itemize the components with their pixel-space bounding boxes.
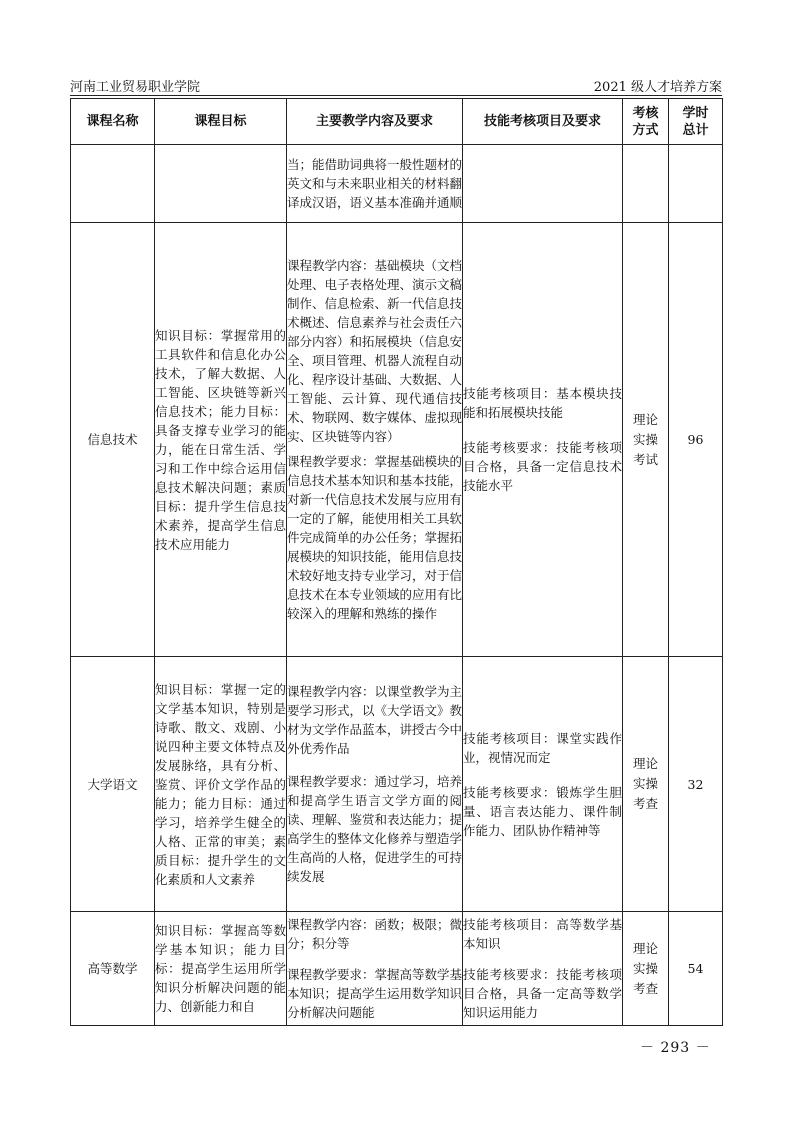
- table-header-row: [71, 99, 723, 145]
- course-name: [71, 145, 155, 223]
- total-hours: 96: [669, 223, 723, 657]
- header-rule: [70, 95, 722, 96]
- course-goal: [155, 145, 287, 223]
- course-name: 大学语文: [71, 657, 155, 912]
- course-table: [70, 98, 723, 1026]
- content-requirement: 课程教学要求：掌握基础模块的信息技术基本知识和基本技能，对新一代信息技术发展与应用有一定的了解，能使用相关工具软件完成简单的办公任务；掌握拓展模块的知识技能，能用信息技术较好地支持专业学习，对于信息技术在本专业领域的应用有比较深入的理解和熟练的操作: [287, 454, 463, 621]
- content-text: 当；能借助词典将一般性题材的英文和与未来职业相关的材料翻译成汉语，语义基本准确并通顺: [287, 157, 463, 210]
- header-document-title: 2021 级人才培养方案: [593, 80, 722, 95]
- skill-requirement: 技能考核要求：锻炼学生胆量、语言表达能力、课件制作能力、团队协作精神等: [463, 784, 622, 838]
- skill-requirement: 技能考核要求：技能考核项目合格，具备一定高等数学知识运用能力: [463, 967, 622, 1020]
- content-requirement: 课程教学要求：掌握高等数学基本知识；提高学生运用数学知识分析解决问题能: [287, 967, 463, 1020]
- course-content: [287, 145, 463, 223]
- page-number: － 293 －: [640, 1040, 711, 1056]
- assessment-method: 理论实操考查: [623, 912, 669, 1026]
- skill-item: 技能考核项目：高等数学基本知识: [463, 917, 622, 951]
- skill-item: 技能考核项目：课堂实践作业，视情况而定: [463, 730, 622, 765]
- skill-assessment: [463, 223, 623, 657]
- assessment-method: [623, 145, 669, 223]
- table-row: [71, 912, 723, 1026]
- course-goal: 知识目标：掌握常用的工具软件和信息化办公技术，了解大数据、人工智能、区块链等新兴信息技术；能力目标：具备支撑专业学习的能力，能在日常生活、学习和工作中综合运用信息技术解决问题；素质目标：提升学生信息技术素养，提高学生信息技术应用能力: [155, 223, 287, 657]
- content-text: 课程教学内容：以课堂教学为主要学习形式，以《大学语文》教材为文学作品蓝本，讲授古今中外优秀作品: [287, 684, 463, 756]
- course-content: [287, 223, 463, 657]
- course-name: 高等数学: [71, 912, 155, 1026]
- course-goal: 知识目标：掌握高等数学基本知识；能力目标：提高学生运用所学知识分析解决问题的能力、创新能力和自: [155, 912, 287, 1026]
- skill-requirement: 技能考核要求：技能考核项目合格，具备一定信息技术技能水平: [463, 440, 622, 493]
- skill-item: 技能考核项目：基本模块技能和拓展模块技能: [463, 386, 622, 420]
- course-content: [287, 912, 463, 1026]
- course-goal: 知识目标：掌握一定的文学基本知识，特别是诗歌、散文、戏剧、小说四种主要文体特点及发展脉络，具有分析、鉴赏、评价文学作品的能力；能力目标：通过学习，培养学生健全的人格、正常的审美；素质目标：提升学生的文化素质和人文素养: [155, 657, 287, 912]
- column-header: 学时总计: [669, 99, 723, 145]
- total-hours: 32: [669, 657, 723, 912]
- content-text: 课程教学内容：函数；极限；微分；积分等: [287, 917, 463, 951]
- skill-assessment: [463, 912, 623, 1026]
- course-content: [287, 657, 463, 912]
- content-requirement: 课程教学要求：通过学习，培养和提高学生语言文学方面的阅读、理解、鉴赏和表达能力；提高学生的整体文化修养与塑造学生高尚的人格，促进学生的可持续发展: [287, 774, 463, 884]
- total-hours: 54: [669, 912, 723, 1026]
- column-header: 课程名称: [71, 99, 155, 145]
- content-text: 课程教学内容：基础模块（文档处理、电子表格处理、演示文稿制作、信息检索、新一代信息技术概述、信息素养与社会责任六部分内容）和拓展模块（信息安全、项目管理、机器人流程自动化、程序设计基础、大数据、人工智能、云计算、现代通信技术、物联网、数字媒体、虚拟现实、区块链等内容）: [287, 258, 463, 444]
- assessment-method: 理论实操考查: [623, 657, 669, 912]
- course-name: 信息技术: [71, 223, 155, 657]
- column-header: 主要教学内容及要求: [287, 99, 463, 145]
- total-hours: [669, 145, 723, 223]
- column-header: 考核方式: [623, 99, 669, 145]
- table-row: [71, 657, 723, 912]
- assessment-method: 理论实操考试: [623, 223, 669, 657]
- table-row: [71, 145, 723, 223]
- header-institution: 河南工业贸易职业学院: [70, 80, 201, 95]
- column-header: 课程目标: [155, 99, 287, 145]
- skill-assessment: [463, 657, 623, 912]
- column-header: 技能考核项目及要求: [463, 99, 623, 145]
- table-row: [71, 223, 723, 657]
- skill-assessment: [463, 145, 623, 223]
